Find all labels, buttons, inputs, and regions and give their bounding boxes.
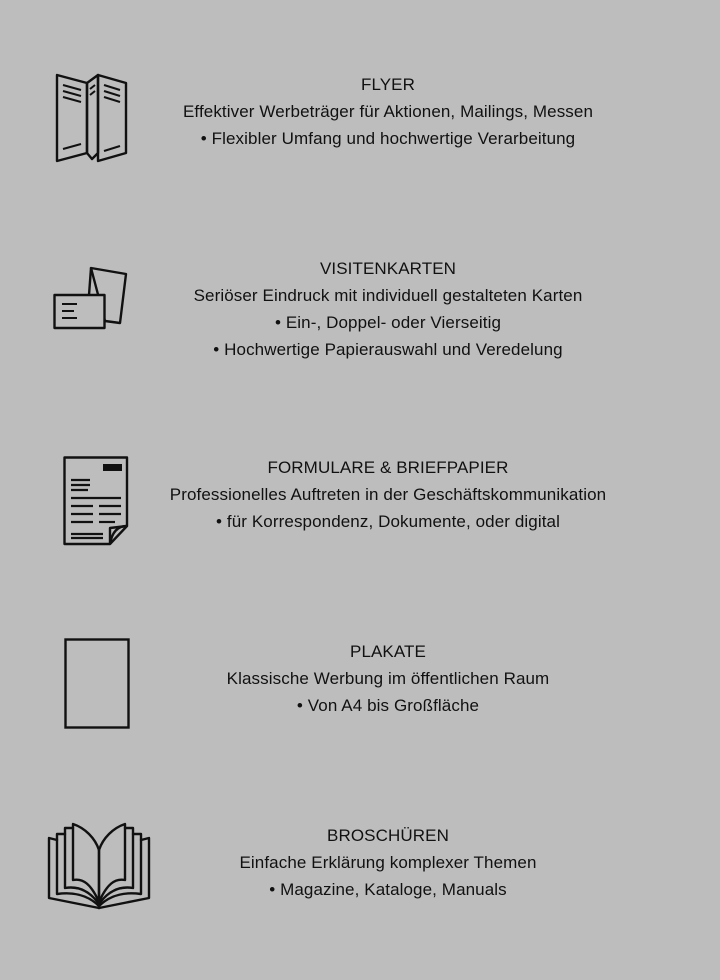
product-title: VISITENKARTEN <box>319 259 457 278</box>
product-description: Einfache Erklärung komplexer Themen <box>239 853 537 872</box>
product-feature: • für Korrespondenz, Dokumente, oder digital <box>216 512 560 531</box>
product-description: Seriöser Eindruck mit individuell gestalteten Karten <box>193 286 583 305</box>
poster-icon <box>64 638 130 729</box>
product-text-visitenkarten <box>150 255 626 363</box>
folded-flyer-icon <box>56 73 128 163</box>
product-title: FORMULARE & BRIEFPAPIER <box>267 458 509 477</box>
product-text-flyer <box>150 71 626 152</box>
product-feature: • Von A4 bis Großfläche <box>296 696 480 715</box>
product-title: FLYER <box>360 75 416 94</box>
product-description: Klassische Werbung im öffentlichen Raum <box>226 669 550 688</box>
product-feature: • Flexibler Umfang und hochwertige Verarbeitung <box>200 129 576 148</box>
product-feature: • Magazine, Kataloge, Manuals <box>269 880 507 899</box>
product-feature: • Ein-, Doppel- oder Vierseitig <box>274 313 502 332</box>
product-title: BROSCHÜREN <box>327 826 449 845</box>
product-text-formulare <box>150 454 626 535</box>
open-book-icon <box>47 822 151 910</box>
product-text-plakate <box>150 638 626 719</box>
product-title: PLAKATE <box>350 642 426 661</box>
product-description: Professionelles Auftreten in der Geschäftskommunikation <box>169 485 607 504</box>
business-cards-icon <box>53 267 129 331</box>
product-description: Effektiver Werbeträger für Aktionen, Mailings, Messen <box>182 102 594 121</box>
product-text-broschueren <box>150 822 626 903</box>
letterhead-document-icon <box>63 456 131 546</box>
product-feature: • Hochwertige Papierauswahl und Veredelung <box>213 340 563 359</box>
